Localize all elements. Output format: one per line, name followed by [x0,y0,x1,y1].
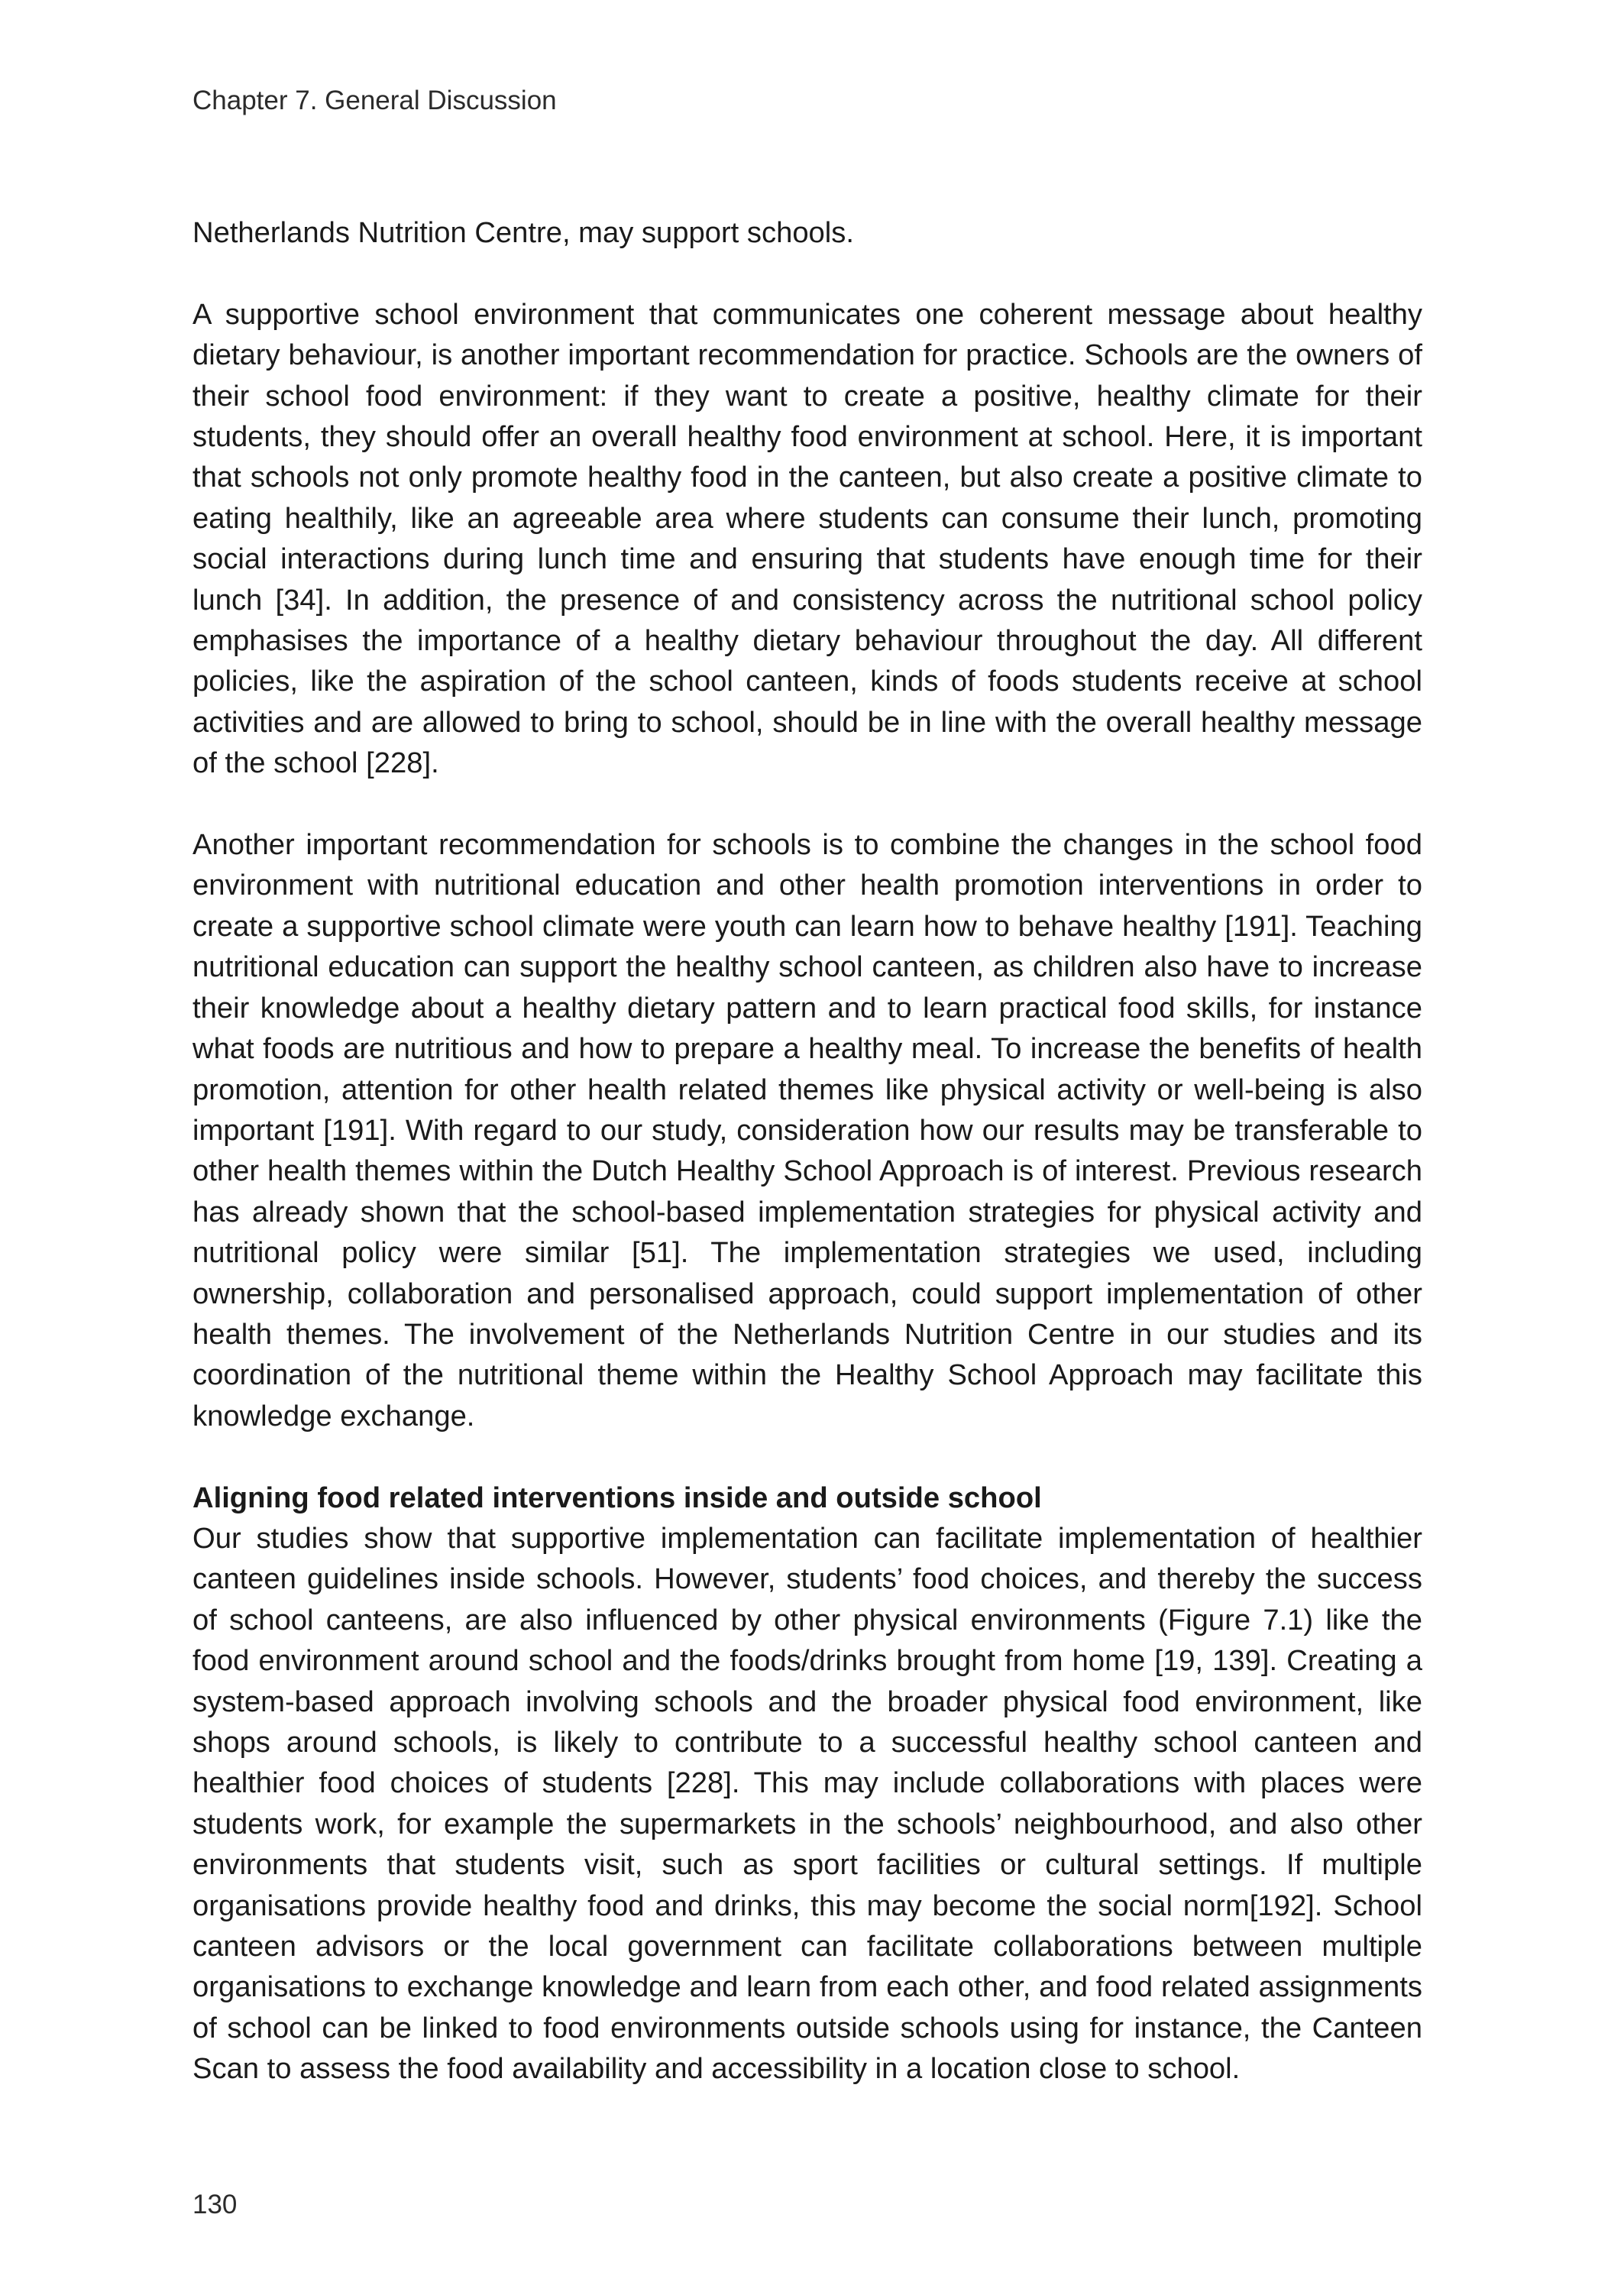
page-number: 130 [192,2190,238,2219]
section-heading: Aligning food related interventions inside and outside school [192,1481,1042,1514]
paragraph-inside-outside-school: Our studies show that supportive implementation can facilitate implementation of healthier canteen guidelines inside schools. However, students’ food choices, and thereby the success of school canteens, are also influenced by other physical environments (Figure 7.1) like the food environment around school and the foods/drinks brought from home [19, 139]. Creating a system-based approach involving schools and the broader physical food environment, like shops around schools, is likely to contribute to a successful healthy school canteen and healthier food choices of students [228]. This may include collaborations with places were students work, for example the supermarkets in the schools’ neighbourhood, and also other environments that students visit, such as sport facilities or cultural settings. If multiple organisations provide healthy food and drinks, this may become the social norm[192]. School canteen advisors or the local government can facilitate collaborations between multiple organisations to exchange knowledge and learn from each other, and food related assignments of school can be linked to food environments outside schools using for instance, the Canteen Scan to assess the food availability and accessibility in a location close to school. [192,1521,1422,2086]
running-header: Chapter 7. General Discussion [192,86,557,115]
paragraph-gap [192,1436,1422,1477]
paragraph-intro-continuation: Netherlands Nutrition Centre, may support schools. [192,216,854,249]
paragraph-supportive-environment: A supportive school environment that communicates one coherent message about healthy dietary behaviour, is another important recommendation for practice. Schools are the owners of their school food environment: if they want to create a positive, healthy climate for their students, they should offer an overall healthy food environment at school. Here, it is important that schools not only promote healthy food in the canteen, but also create a positive climate to eating healthily, like an agreeable area where students can consume their lunch, promoting social interactions during lunch time and ensuring that students have enough time for their lunch [34]. In addition, the presence of and consistency across the nutritional school policy emphasises the importance of a healthy dietary behaviour throughout the day. All different policies, like the aspiration of the school canteen, kinds of foods students receive at school activities and are allowed to bring to school, should be in line with the overall healthy message of the school [228]. [192,297,1422,780]
body-text [192,212,1422,2090]
paragraph-gap [192,784,1422,824]
paragraph-gap [192,253,1422,293]
paragraph-nutritional-education: Another important recommendation for schools is to combine the changes in the school food environment with nutritional education and other health promotion interventions in order to create a supportive school climate were youth can learn how to behave healthy [191]. Teaching nutritional education can support the healthy school canteen, as children also have to increase their knowledge about a healthy dietary pattern and to learn practical food skills, for instance what foods are nutritious and how to prepare a healthy meal. To increase the benefits of health promotion, attention for other health related themes like physical activity or well-being is also important [191]. With regard to our study, consideration how our results may be transferable to other health themes within the Dutch Healthy School Approach is of interest. Previous research has already shown that the school-based implementation strategies for physical activity and nutritional policy were similar [51]. The implementation strategies we used, including ownership, collaboration and personalised approach, could support implementation of other health themes. The involvement of the Netherlands Nutrition Centre in our studies and its coordination of the nutritional theme within the Healthy School Approach may facilitate this knowledge exchange. [192,828,1422,1432]
